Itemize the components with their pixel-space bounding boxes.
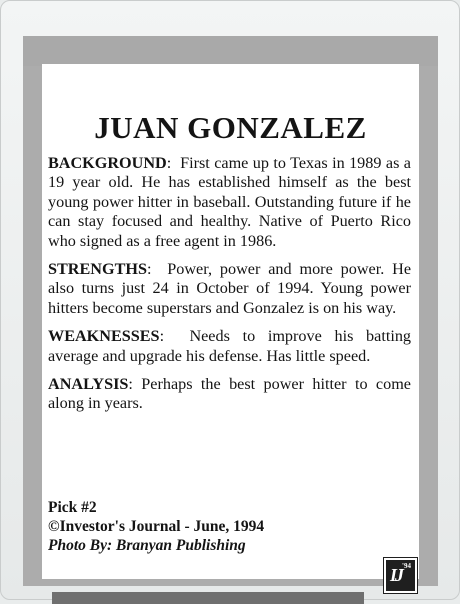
weaknesses-text: Needs to improve his batting average and upgrade his defense. Has little speed.: [48, 327, 412, 365]
card-top-border: [23, 36, 438, 66]
background-section: BACKGROUND: First came up to Texas in 1989 as a 19 year old. He has established himself as the best young power hitter in baseball. Outstanding future if he can stay focused and healthy. Native of Puerto Rico who signed as a free agent in 1986.: [48, 154, 411, 250]
strengths-section: STRENGTHS: Power, power and more power. He also turns just 24 in October of 1994. Young power hitters become superstars and Gonzalez is on his way.: [48, 260, 412, 317]
card-footer: [48, 498, 378, 555]
trading-card-back: [23, 36, 438, 586]
logo-year: '94: [402, 562, 411, 570]
pick-number: Pick #2: [48, 499, 97, 516]
logo-letters: IJ: [390, 565, 403, 585]
investors-journal-logo: [386, 560, 415, 591]
strengths-text: Power, power and more power. He also turns just 24 in October of 1994. Young power hitters become superstars and Gonzalez is on his way.: [48, 260, 412, 317]
card-text-panel: [42, 64, 419, 585]
card-body: [48, 154, 411, 423]
background-text: First came up to Texas in 1989 as a 19 year old. He has established himself as the best young power hitter in baseball. Outstanding future if he can stay focused and healthy. Native of Puerto Rico who signed as a free agent in 1986.: [48, 154, 411, 250]
player-name-title: JUAN GONZALEZ: [94, 110, 367, 145]
copyright-line: ©Investor's Journal - June, 1994: [48, 518, 265, 535]
weaknesses-heading: WEAKNESSES: [48, 327, 160, 346]
weaknesses-section: WEAKNESSES: Needs to improve his batting average and upgrade his defense. Has little speed.: [48, 327, 412, 365]
strengths-heading: STRENGTHS: [48, 260, 147, 279]
analysis-text: Perhaps the best power hitter to come along in years.: [48, 375, 411, 413]
analysis-heading: ANALYSIS: [48, 375, 129, 394]
analysis-section: ANALYSIS: Perhaps the best power hitter to come along in years.: [48, 375, 411, 413]
background-heading: BACKGROUND: [48, 154, 167, 172]
photo-credit: Photo By: Branyan Publishing: [48, 537, 246, 554]
footer-bar: [52, 592, 364, 604]
